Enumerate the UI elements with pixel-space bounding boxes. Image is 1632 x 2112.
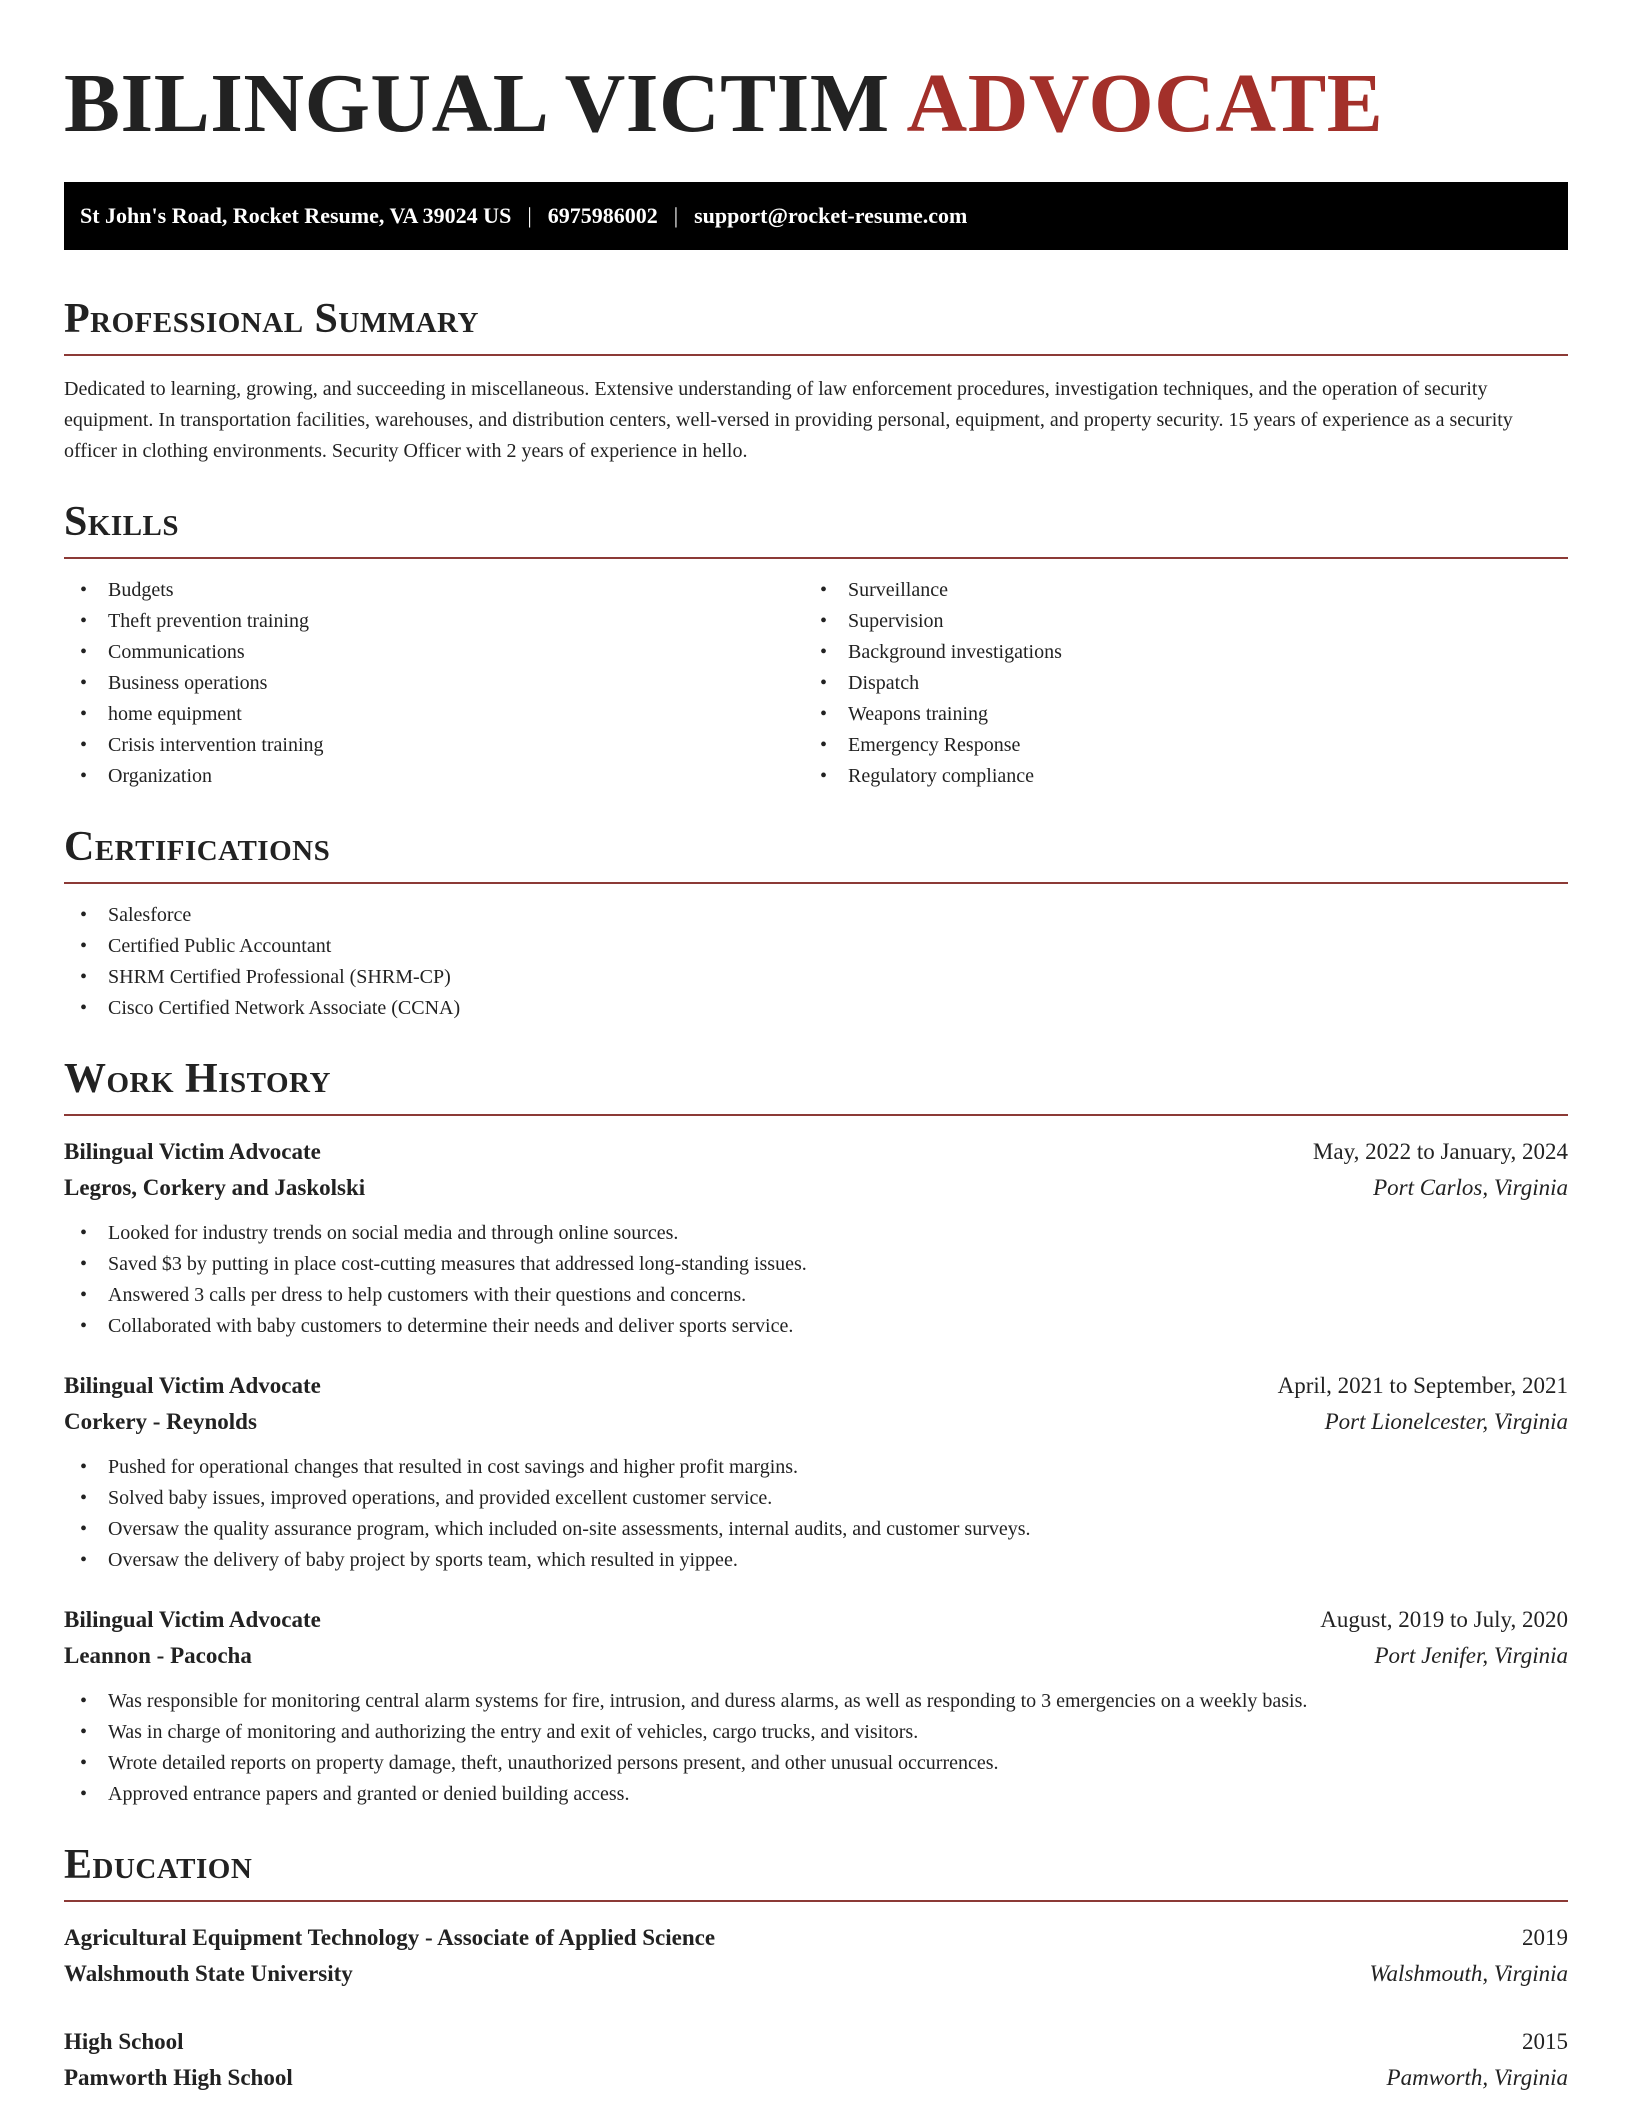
job-bullet: • Wrote detailed reports on property damage, theft, unauthorized persons present, and other unusual occurrences. xyxy=(64,1748,1568,1779)
summary-text: Dedicated to learning, growing, and succeeding in miscellaneous. Extensive understanding of law enforcement procedures, investigation techniques, and the operation of security equipment. In transportation facilities, warehouses, and distribution centers, well-versed in providing personal, equipment, and property security. 15 years of experience as a security officer in clothing environments. Security Officer with 2 years of experience in hello. xyxy=(64,378,1513,462)
job-bullet: • Was in charge of monitoring and authorizing the entry and exit of vehicles, cargo trucks, and visitors. xyxy=(64,1717,1568,1748)
education-section xyxy=(64,1844,1568,2096)
skill-item: • Weapons training xyxy=(804,699,1544,730)
job-bullet: • Solved baby issues, improved operations, and provided excellent customer service. xyxy=(64,1483,1568,1514)
name-accent: ADVOCATE xyxy=(906,57,1384,150)
job-dates: August, 2019 to July, 2020 xyxy=(1320,1607,1568,1632)
skill-item: • Crisis intervention training xyxy=(64,730,804,761)
skills-grid xyxy=(64,575,1568,792)
job-entry xyxy=(64,1368,1568,1576)
education-school: Pamworth High School xyxy=(64,2065,293,2090)
certification-item: • Cisco Certified Network Associate (CCNA) xyxy=(64,993,1568,1024)
education-location: Pamworth, Virginia xyxy=(1386,2065,1568,2090)
skill-item: • Communications xyxy=(64,637,804,668)
job-location: Port Lionelcester, Virginia xyxy=(1324,1409,1568,1434)
education-subhead xyxy=(64,1956,1568,1992)
education-entry xyxy=(64,1920,1568,1992)
skills-list-left xyxy=(64,575,804,792)
education-location: Walshmouth, Virginia xyxy=(1369,1961,1568,1986)
skill-item: • Emergency Response xyxy=(804,730,1544,761)
skill-item: • Business operations xyxy=(64,668,804,699)
education-head xyxy=(64,2024,1568,2060)
job-bullet: • Oversaw the delivery of baby project by sports team, which resulted in yippee. xyxy=(64,1545,1568,1576)
job-bullet: • Pushed for operational changes that resulted in cost savings and higher profit margins. xyxy=(64,1452,1568,1483)
skills-list-right xyxy=(804,575,1544,792)
certification-item: • Certified Public Accountant xyxy=(64,931,1568,962)
contact-email: support@rocket-resume.com xyxy=(694,203,968,228)
skill-item: • Supervision xyxy=(804,606,1544,637)
job-entry xyxy=(64,1134,1568,1342)
section-divider xyxy=(64,354,1568,356)
work-history-section xyxy=(64,1058,1568,1810)
section-divider xyxy=(64,557,1568,559)
job-bullets xyxy=(64,1686,1568,1810)
skill-item: • Background investigations xyxy=(804,637,1544,668)
job-role: Bilingual Victim Advocate xyxy=(64,1607,321,1632)
job-head xyxy=(64,1368,1568,1404)
job-subhead xyxy=(64,1404,1568,1440)
education-entry xyxy=(64,2024,1568,2096)
skill-item: • home equipment xyxy=(64,699,804,730)
job-bullet: • Answered 3 calls per dress to help customers with their questions and concerns. xyxy=(64,1280,1568,1311)
resume-name xyxy=(64,0,1568,150)
certifications-list xyxy=(64,900,1568,1024)
section-divider xyxy=(64,882,1568,884)
work-history-title: Work History xyxy=(64,1056,331,1102)
job-company: Corkery - Reynolds xyxy=(64,1409,257,1434)
contact-phone: 6975986002 xyxy=(547,203,658,228)
section-divider xyxy=(64,1114,1568,1116)
job-subhead xyxy=(64,1170,1568,1206)
summary-title: Professional Summary xyxy=(64,296,479,342)
certifications-title: Certifications xyxy=(64,824,331,870)
job-subhead xyxy=(64,1638,1568,1674)
skill-item: • Regulatory compliance xyxy=(804,761,1544,792)
education-year: 2019 xyxy=(1522,1925,1568,1950)
job-bullet: • Collaborated with baby customers to determine their needs and deliver sports service. xyxy=(64,1311,1568,1342)
job-bullets xyxy=(64,1218,1568,1342)
skill-item: • Dispatch xyxy=(804,668,1544,699)
education-degree: High School xyxy=(64,2029,184,2054)
contact-bar xyxy=(64,182,1568,250)
skill-item: • Organization xyxy=(64,761,804,792)
job-bullet: • Approved entrance papers and granted or denied building access. xyxy=(64,1779,1568,1810)
certification-item: • SHRM Certified Professional (SHRM-CP) xyxy=(64,962,1568,993)
job-role: Bilingual Victim Advocate xyxy=(64,1139,321,1164)
job-bullets xyxy=(64,1452,1568,1576)
certifications-section xyxy=(64,826,1568,1024)
job-company: Leannon - Pacocha xyxy=(64,1643,252,1668)
job-location: Port Carlos, Virginia xyxy=(1373,1175,1568,1200)
name-primary: BILINGUAL VICTIM xyxy=(64,57,890,150)
skill-item: • Surveillance xyxy=(804,575,1544,606)
summary-section xyxy=(64,298,1568,467)
contact-separator: | xyxy=(527,203,532,228)
skill-item: • Theft prevention training xyxy=(64,606,804,637)
skills-title: Skills xyxy=(64,499,180,545)
contact-address: St John's Road, Rocket Resume, VA 39024 US xyxy=(80,203,512,228)
education-title: Education xyxy=(64,1842,253,1888)
contact-separator: | xyxy=(673,203,679,228)
skill-item: • Budgets xyxy=(64,575,804,606)
job-dates: May, 2022 to January, 2024 xyxy=(1312,1139,1568,1164)
job-role: Bilingual Victim Advocate xyxy=(64,1373,321,1398)
job-bullet: • Saved $3 by putting in place cost-cutting measures that addressed long-standing issues. xyxy=(64,1249,1568,1280)
job-dates: April, 2021 to September, 2021 xyxy=(1277,1373,1568,1398)
job-location: Port Jenifer, Virginia xyxy=(1374,1643,1568,1668)
job-company: Legros, Corkery and Jaskolski xyxy=(64,1175,366,1200)
skills-section xyxy=(64,501,1568,792)
job-bullet: • Oversaw the quality assurance program, which included on-site assessments, internal audits, and customer surveys. xyxy=(64,1514,1568,1545)
education-head xyxy=(64,1920,1568,1956)
job-bullet: • Was responsible for monitoring central alarm systems for fire, intrusion, and duress alarms, as well as responding to 3 emergencies on a weekly basis. xyxy=(64,1686,1568,1717)
education-year: 2015 xyxy=(1522,2029,1568,2054)
job-bullet: • Looked for industry trends on social media and through online sources. xyxy=(64,1218,1568,1249)
education-degree: Agricultural Equipment Technology - Associate of Applied Science xyxy=(64,1925,716,1950)
job-head xyxy=(64,1134,1568,1170)
education-school: Walshmouth State University xyxy=(64,1961,353,1986)
section-divider xyxy=(64,1900,1568,1902)
education-subhead xyxy=(64,2060,1568,2096)
certification-item: • Salesforce xyxy=(64,900,1568,931)
job-head xyxy=(64,1602,1568,1638)
job-entry xyxy=(64,1602,1568,1810)
